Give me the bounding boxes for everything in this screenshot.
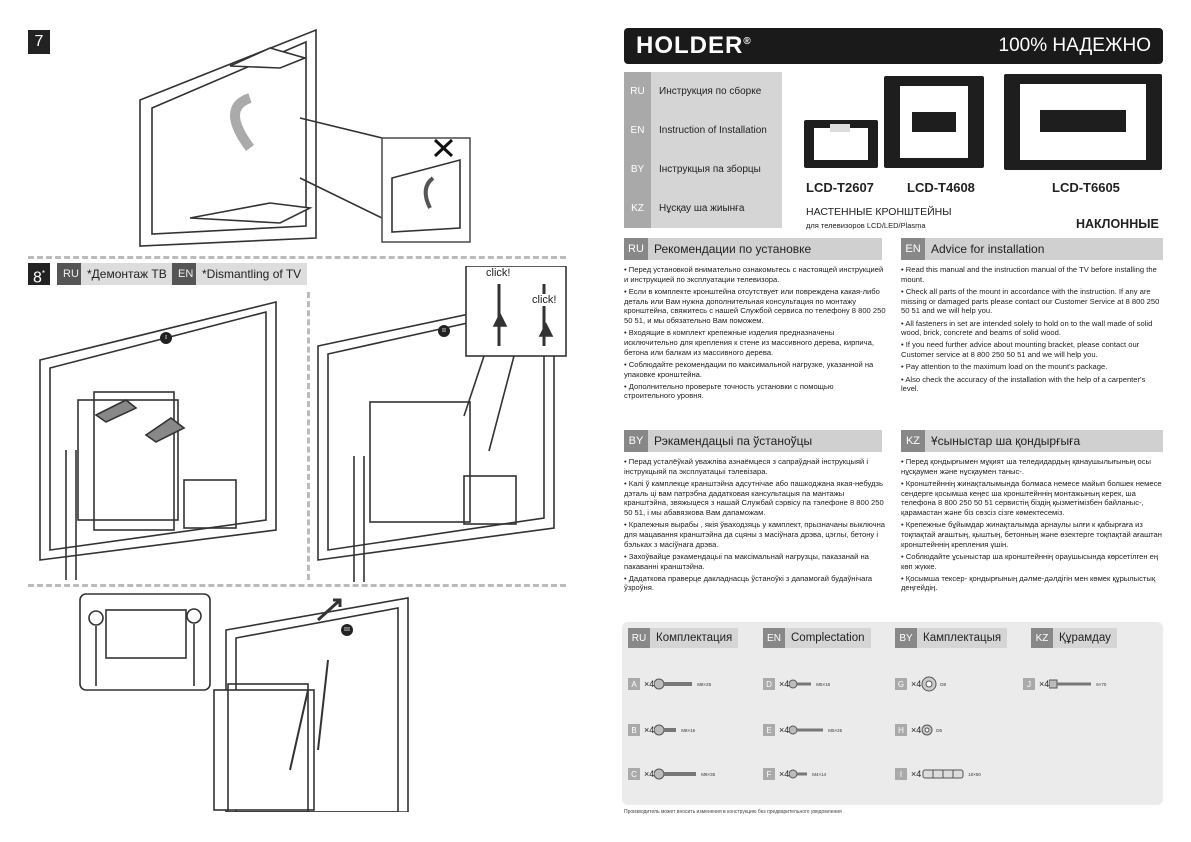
paragraph: • Входящие в комплект крепежные изделия предназначены исключительно для крепления к стене из массивного дерева, кирпича, бетона или балкам из массивного дерева. xyxy=(624,328,874,357)
part-letter: A xyxy=(628,678,640,690)
lag-screw-icon xyxy=(1049,677,1093,691)
paragraph: • If you need further advice about mounting bracket, please contact our Customer service at 8 800 250 50 51 and we will help you. xyxy=(901,340,1140,360)
part-i xyxy=(895,766,981,782)
paragraph: • Крапежныя вырабы , якія ўваходзяць у камплект, прызначаны выключна для мацавання кранштэйна да сцяны з масіўнага дрэва, цэглы, бетону і бэльках з масіўнага дрэва. xyxy=(624,520,886,549)
kit-code: BY xyxy=(895,628,917,648)
part-letter: F xyxy=(763,768,775,780)
kit-header-en xyxy=(763,628,871,648)
part-qty: ×4 xyxy=(911,679,922,689)
part-qty: ×4 xyxy=(911,769,922,779)
part-size: D8 xyxy=(940,681,947,687)
marker-2: II xyxy=(438,325,450,337)
brand-reg-mark: ® xyxy=(743,36,752,47)
kit-code: EN xyxy=(763,628,785,648)
section-text-en xyxy=(901,265,1163,396)
section-header-by xyxy=(624,430,882,452)
kit-header-kz xyxy=(1031,628,1117,648)
part-e xyxy=(763,722,842,738)
paragraph: • Если в комплекте кронштейна отсутствует или повреждена какая-либо деталь или Вам нужна дополнительная консультация по монтажу кронштейна, свяжитесь с нашей Службой сервиса по телефону 8 800 250 50 51, и мы обязательно Вам поможем. xyxy=(624,286,886,326)
language-index xyxy=(624,72,782,228)
section-code: BY xyxy=(624,430,648,452)
language-row-by xyxy=(624,150,782,189)
paragraph: • Дадаткова праверце дакладнасць ўстаноўкі з дапамогай будаўнічага ўзроўня. xyxy=(624,573,873,593)
part-qty: ×4 xyxy=(779,679,790,689)
product-title: НАСТЕННЫЕ КРОНШТЕЙНЫ xyxy=(806,206,952,218)
paragraph: • Check all parts of the mount in accordance with the instruction. If any are missing or damaged parts please contact our Customer Service at 8 800 250 50 51 and we will help you. xyxy=(901,286,1160,316)
part-size: 10×50 xyxy=(968,771,981,777)
section-title: Ұсыныстар ша қондырғыға xyxy=(931,434,1081,448)
kit-contents xyxy=(622,622,1163,805)
kit-header-ru xyxy=(628,628,738,648)
part-size: D5 xyxy=(936,727,943,733)
paragraph: • Калі ў камплекце кранштэйна адсутнічае або пашкоджана якая-небудзь дэталь ці вам патрэбна дадатковая кансультацыя па мантажы кранштэйна, звяжыцеся з нашай Службай сэрвісу па тэлефоне 8 800 250 50 51, і мы абавязкова Вам дапаможам. xyxy=(624,478,884,518)
product-type: НАКЛОННЫЕ xyxy=(1076,217,1159,231)
part-letter: B xyxy=(628,724,640,736)
screw-icon xyxy=(789,768,809,780)
part-letter: C xyxy=(628,768,640,780)
language-label: Instruction of Installation xyxy=(659,125,767,136)
section-code: KZ xyxy=(901,430,925,452)
step-8-panel-3-illustration xyxy=(78,590,568,812)
step-8-number xyxy=(28,263,50,285)
step-7-illustration xyxy=(130,28,490,252)
footnote: Производитель может вносить изменения в конструкцию без предварительного уведомления xyxy=(624,809,842,815)
paragraph: • Дополнительно проверьте точность установки с помощью строительного уровня. xyxy=(624,381,834,401)
bolt-icon xyxy=(654,767,698,781)
paragraph: • Pay attention to the maximum load on the mount's package. xyxy=(901,362,1108,372)
part-size: M8×25 xyxy=(697,681,712,687)
language-label: Инструкция по сборке xyxy=(659,86,762,97)
part-letter: D xyxy=(763,678,775,690)
washer-icon xyxy=(921,676,937,692)
section-title: Advice for installation xyxy=(931,242,1045,256)
section-title: Рекомендации по установке xyxy=(654,242,812,256)
step-8-star: * xyxy=(41,269,46,278)
part-letter: E xyxy=(763,724,775,736)
brand-name: HOLDER xyxy=(636,32,744,59)
part-qty: ×4 xyxy=(644,769,655,779)
step-8-en-code: EN xyxy=(172,263,199,285)
panel-divider-horizontal xyxy=(28,584,566,587)
language-row-kz xyxy=(624,189,782,228)
part-size: M8×16 xyxy=(681,727,696,733)
paragraph: • Соблюдайте рекомендации по максимальной нагрузке, указанной на упаковке кронштейна. xyxy=(624,359,874,379)
part-letter: I xyxy=(895,768,907,780)
paragraph: • Read this manual and the instruction manual of the TV before installing the mount. xyxy=(901,265,1157,284)
part-qty: ×4 xyxy=(779,725,790,735)
language-code: RU xyxy=(624,72,651,111)
part-h xyxy=(895,722,942,738)
step-8-digit: 8 xyxy=(32,269,42,287)
part-size: M4×14 xyxy=(812,771,827,777)
wall-plug-icon xyxy=(921,767,965,781)
brand-logo xyxy=(636,32,752,60)
click-label-2: click! xyxy=(532,294,557,306)
language-code: EN xyxy=(624,111,651,150)
brand-header xyxy=(624,28,1163,64)
product-mount-images xyxy=(800,72,1166,176)
model-name: LCD-T4608 xyxy=(907,180,975,195)
paragraph: • Захоўвайце рэкамендацыі па максімальнай нагрузцы, паказанай на пакаванні кранштэйна. xyxy=(624,551,869,571)
section-header-kz xyxy=(901,430,1163,452)
bolt-icon xyxy=(654,677,694,691)
part-d xyxy=(763,676,830,692)
language-row-ru xyxy=(624,72,782,111)
part-qty: ×4 xyxy=(779,769,790,779)
screw-icon xyxy=(789,724,825,736)
language-label: Нұсқау ша жиынға xyxy=(659,203,745,214)
panel-divider-vertical xyxy=(307,292,310,580)
language-code: KZ xyxy=(624,189,651,228)
part-qty: ×4 xyxy=(911,725,922,735)
paragraph: • Кронштейннің жинақталымында болмаса немесе майып болшек немесе сендерге қосымша кеңес ша кронштейннің монтажының керек, ша телефона 8 800 250 50 51 сервистің біздің қызметімізбен байланыс-, қарамастан және біз сөзсіз сізге көмектесеміз. xyxy=(901,478,1162,518)
language-row-en xyxy=(624,111,782,150)
step-divider xyxy=(28,256,566,259)
part-size: M8×35 xyxy=(701,771,716,777)
part-a xyxy=(628,676,711,692)
section-header-ru xyxy=(624,238,882,260)
section-code: RU xyxy=(624,238,648,260)
screw-icon xyxy=(789,678,813,690)
marker-3: III xyxy=(341,624,353,636)
kit-code: KZ xyxy=(1031,628,1053,648)
language-code: BY xyxy=(624,150,651,189)
kit-header-by xyxy=(895,628,1007,648)
section-header-en xyxy=(901,238,1163,260)
part-f xyxy=(763,766,826,782)
part-letter: G xyxy=(895,678,907,690)
paragraph: • Соблюдайте ұсыныстар ша кронштейннің ораушысында көрсетілген ең көп жүкке. xyxy=(901,551,1159,571)
part-size: M5×16 xyxy=(816,681,831,687)
part-qty: ×4 xyxy=(644,679,655,689)
model-name: LCD-T6605 xyxy=(1052,180,1120,195)
part-b xyxy=(628,722,695,738)
kit-title: Комплектация xyxy=(650,628,738,648)
paragraph: • Перед установкой внимательно ознакомьтесь с настоящей инструкцией и инструкцией по эксплуатации телевизора. xyxy=(624,265,884,284)
section-text-kz xyxy=(901,457,1163,596)
part-c xyxy=(628,766,715,782)
part-letter: J xyxy=(1023,678,1035,690)
part-j xyxy=(1023,676,1106,692)
step-8-ru-code: RU xyxy=(57,263,85,285)
bolt-icon xyxy=(654,723,678,737)
washer-icon xyxy=(921,724,933,736)
paragraph: • All fasteners in set are intended solely to hold on to the wall made of solid wood, brick, concrete and beams of solid wood. xyxy=(901,318,1153,338)
part-qty: ×4 xyxy=(1039,679,1050,689)
slogan: 100% НАДЕЖНО xyxy=(998,35,1151,56)
section-title: Рэкамендацыі па ўстаноўцы xyxy=(654,434,813,448)
part-g xyxy=(895,676,946,692)
step-8-panel-2-illustration xyxy=(314,266,570,582)
kit-code: RU xyxy=(628,628,650,648)
step-7-number: 7 xyxy=(28,30,50,54)
product-subtitle: для телевизоров LCD/LED/Plasma xyxy=(806,221,926,230)
section-text-by xyxy=(624,457,886,596)
paragraph: • Перад усталёўкай уважліва азнаёмцеся з сапраўднай інструкцыяй і інструкцыяй па эксплуатацыі тэлевізара. xyxy=(624,457,869,476)
step-8-en-text: *Dismantling of TV xyxy=(196,263,307,285)
section-code: EN xyxy=(901,238,925,260)
step-8-ru-text: *Демонтаж ТВ xyxy=(81,263,173,285)
paragraph: • Қосымша тексер- қондырғының дәлме-дәлдігін мен көмек құрылыстық деңгейдің. xyxy=(901,573,1156,593)
kit-title: Complectation xyxy=(785,628,871,648)
marker-1: I xyxy=(160,332,172,344)
paragraph: • Also check the accuracy of the installation with the help of a carpenter's level. xyxy=(901,374,1146,394)
part-size: M5×25 xyxy=(828,727,843,733)
kit-title: Құрамдау xyxy=(1053,628,1117,648)
paragraph: • Перед қондырғымен мұқият ша теледидардың қанаушылығының осы нұсқаумен және нұсқаумен таныс-. xyxy=(901,457,1151,476)
section-text-ru xyxy=(624,265,886,404)
kit-title: Камплектацыя xyxy=(917,628,1007,648)
part-qty: ×4 xyxy=(644,725,655,735)
language-label: Інструкцыя па зборцы xyxy=(659,164,761,175)
click-label-1: click! xyxy=(486,267,511,279)
part-letter: H xyxy=(895,724,907,736)
paragraph: • Крепежные бұйымдар жинақталымда арнаулы ылғи к қабырғаға из тоқпақтай ағаштың, қыштың, бетонның және өзектерге тоқпақтай ағаштан кронштейннің крепления үшін. xyxy=(901,520,1162,549)
model-name: LCD-T2607 xyxy=(806,180,874,195)
part-size: 6×70 xyxy=(1096,681,1107,687)
